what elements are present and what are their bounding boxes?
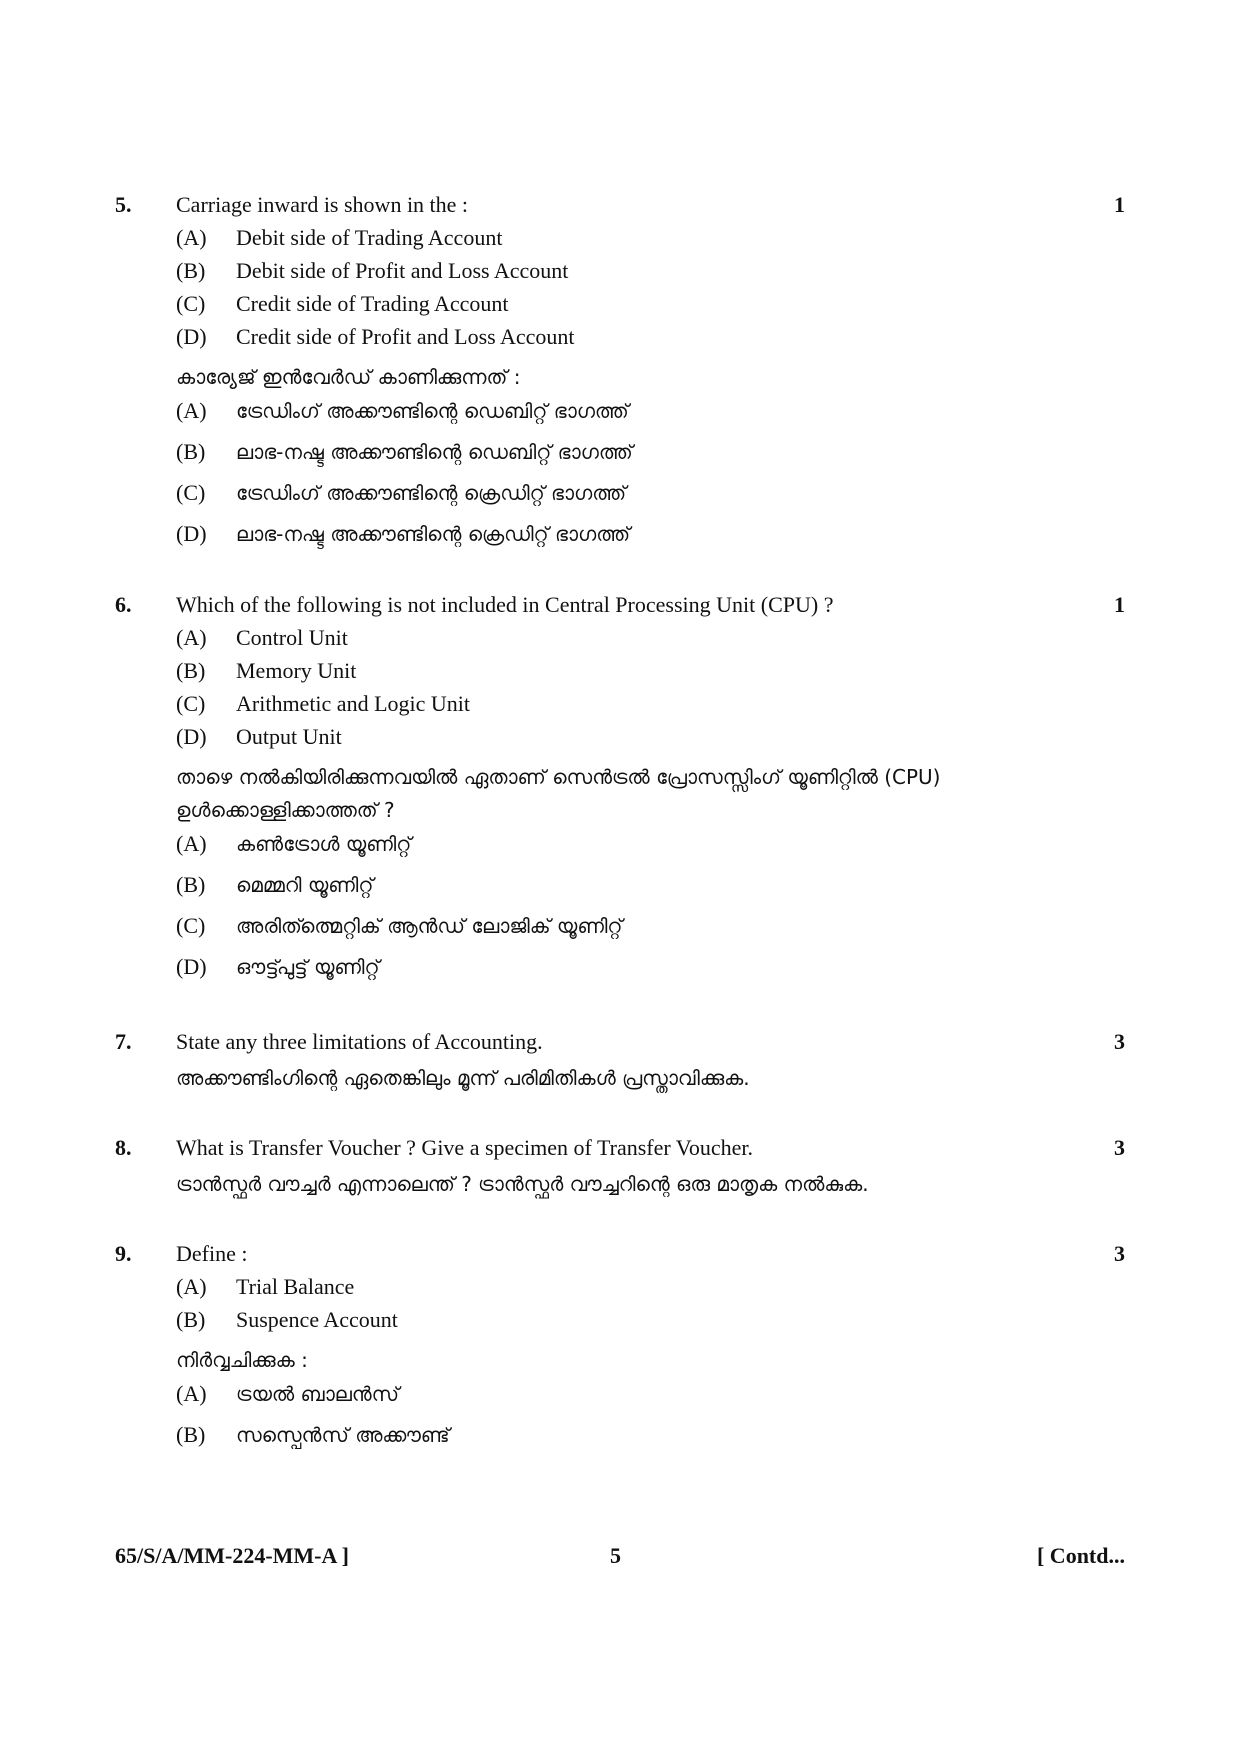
question-text: Which of the following is not included in Central Processing Unit (CPU) ? [176, 592, 834, 617]
question-marks: 3 [1114, 1241, 1125, 1266]
option-c: (C) Credit side of Trading Account [176, 291, 509, 316]
question-7 [115, 1029, 1125, 1095]
question-text-malayalam: അക്കൗണ്ടിംഗിന്റെ ഏതെങ്കിലും മൂന്ന് പരിമിതികൾ പ്രസ്താവിക്കുക. [176, 1066, 750, 1090]
question-text-malayalam: ട്രാൻസ്ഫർ വൗച്ചർ എന്നാലെന്ത് ? ട്രാൻസ്ഫർ വൗച്ചറിന്റെ ഒരു മാതൃക നൽകുക. [176, 1172, 869, 1196]
option-b-malayalam: (B) മെമ്മറി യൂണിറ്റ് [176, 872, 374, 897]
question-marks: 1 [1114, 192, 1125, 217]
question-5 [115, 192, 1125, 562]
option-b: (B) Memory Unit [176, 658, 357, 683]
question-marks: 3 [1114, 1135, 1125, 1160]
option-c-malayalam: (C) ട്രേഡിംഗ് അക്കൗണ്ടിന്റെ ക്രെഡിറ്റ് ഭാഗത്ത് [176, 480, 627, 505]
paper-code: 65/S/A/MM-224-MM-A ] [115, 1543, 349, 1568]
question-text-malayalam: കാര്യേജ് ഇൻവേർഡ് കാണിക്കുന്നത് : [176, 365, 521, 389]
option-d-malayalam: (D) ലാഭ-നഷ്ട അക്കൗണ്ടിന്റെ ക്രെഡിറ്റ് ഭാഗത്ത് [176, 521, 631, 546]
option-a: (A) Control Unit [176, 625, 348, 650]
continued-label: [ Contd... [1036, 1543, 1125, 1568]
question-text: Define : [176, 1241, 248, 1266]
question-number: 8. [115, 1135, 132, 1160]
question-text-malayalam-line-1: താഴെ നൽകിയിരിക്കുന്നവയിൽ ഏതാണ് സെൻട്രൽ പ്രോസസ്സിംഗ് യൂണിറ്റിൽ (CPU) [176, 765, 941, 789]
question-6 [115, 592, 1125, 995]
question-number: 7. [115, 1029, 132, 1054]
option-b-malayalam: (B) സസ്പെൻസ് അക്കൗണ്ട് [176, 1422, 450, 1447]
question-number: 5. [115, 192, 132, 217]
option-b-malayalam: (B) ലാഭ-നഷ്ട അക്കൗണ്ടിന്റെ ഡെബിറ്റ് ഭാഗത്ത് [176, 439, 633, 464]
option-a-malayalam: (A) ട്രയൽ ബാലൻസ് [176, 1381, 400, 1406]
option-d-malayalam: (D) ഔട്ട്പുട്ട് യൂണിറ്റ് [176, 954, 380, 979]
option-d: (D) Output Unit [176, 724, 342, 749]
question-marks: 3 [1114, 1029, 1125, 1054]
question-text: State any three limitations of Accounting. [176, 1029, 543, 1054]
question-9 [115, 1241, 1125, 1463]
question-number: 6. [115, 592, 132, 617]
question-text-malayalam-line-2: ഉൾക്കൊള്ളിക്കാത്തത് ? [176, 798, 395, 822]
question-8 [115, 1135, 1125, 1201]
option-b: (B) Debit side of Profit and Loss Account [176, 258, 569, 283]
option-a: (A) Trial Balance [176, 1274, 355, 1299]
option-d: (D) Credit side of Profit and Loss Account [176, 324, 575, 349]
option-a-malayalam: (A) കൺട്രോൾ യൂണിറ്റ് [176, 831, 412, 856]
option-a: (A) Debit side of Trading Account [176, 225, 503, 250]
option-c-malayalam: (C) അരിത്ത്മെറ്റിക് ആൻഡ് ലോജിക് യൂണിറ്റ് [176, 913, 623, 938]
option-a-malayalam: (A) ട്രേഡിംഗ് അക്കൗണ്ടിന്റെ ഡെബിറ്റ് ഭാഗത്ത് [176, 398, 629, 423]
question-marks: 1 [1114, 592, 1125, 617]
option-b: (B) Suspence Account [176, 1307, 398, 1332]
option-c: (C) Arithmetic and Logic Unit [176, 691, 470, 716]
question-text: Carriage inward is shown in the : [176, 192, 469, 217]
question-text: What is Transfer Voucher ? Give a specimen of Transfer Voucher. [176, 1135, 753, 1160]
question-text-malayalam: നിർവ്വചിക്കുക : [176, 1348, 308, 1372]
page-number: 5 [610, 1543, 621, 1568]
question-number: 9. [115, 1241, 132, 1266]
